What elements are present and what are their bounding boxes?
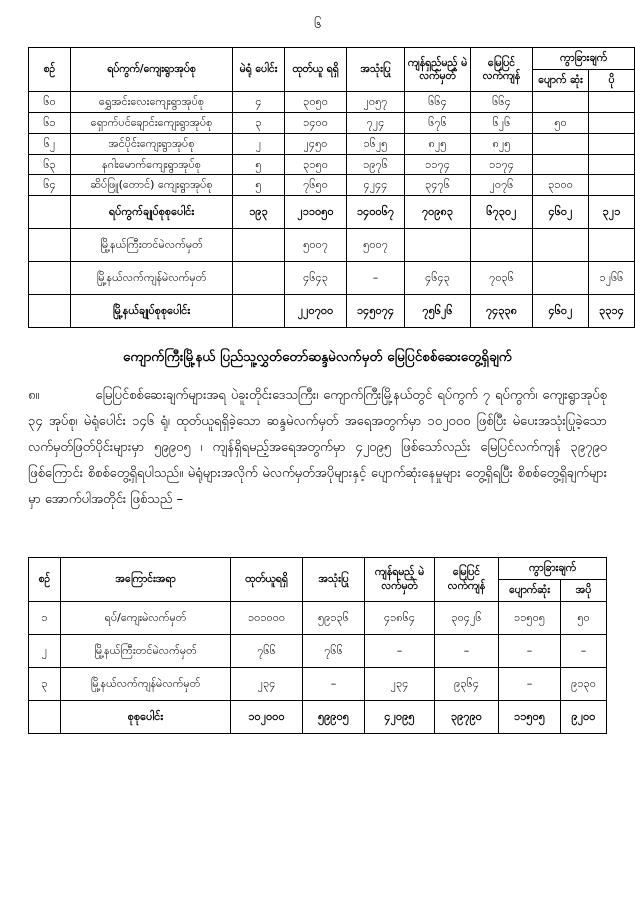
header-used: အသုံးပြု [303, 557, 365, 601]
cell-returned: ၉၃၆၄ [435, 668, 499, 701]
cell-total: ၁၉၃ [233, 196, 285, 229]
cell-name: မြို့နယ်လက်ကျန်မဲလက်မှတ် [61, 668, 231, 701]
cell-missing [533, 92, 589, 113]
table-row [29, 262, 635, 295]
table-subtotal-row [29, 196, 635, 229]
cell-used: ၇၆၆ [303, 635, 365, 668]
cell-subtotal-label: ရပ်ကွက်ချုပ်စုစုပေါင်း [71, 196, 233, 229]
cell-index: ၆၁ [29, 113, 71, 134]
cell-eligible: ၁၀၁၀၀၀ [231, 602, 303, 635]
cell-total: ၅ [233, 175, 285, 196]
header-returned: မြေပြင် လက်ကျန် [435, 557, 499, 601]
cell-total [233, 262, 285, 295]
cell-returned: ၆၂၆ [471, 113, 533, 134]
header-used: အသုံးပြု [347, 48, 405, 92]
cell-returned: ၇၀၃၆ [471, 262, 533, 295]
cell-used: ၂၀၅၇ [347, 92, 405, 113]
cell-remaining: ၄၁၈၆၄ [365, 602, 435, 635]
cell-extra: ၉၁၃၀ [561, 668, 607, 701]
header-index: စဉ် [29, 557, 61, 601]
cell-used: ၅၉၉၀၅ [303, 701, 365, 734]
cell-total [233, 229, 285, 262]
cell-index [29, 196, 71, 229]
header-eligible: ထုတ်ယူ ရရှိ [285, 48, 347, 92]
cell-returned: – [435, 635, 499, 668]
cell-used: ၅၀၀၇ [347, 229, 405, 262]
cell-used: ၅၉၁၃၆ [303, 602, 365, 635]
cell-remaining: ၆၇၆ [405, 113, 471, 134]
table-row [29, 602, 607, 635]
cell-eligible: ၂၂၀၇၀၀ [285, 295, 347, 328]
cell-missing: ၄၆၀၂ [533, 196, 589, 229]
cell-total: ၄ [233, 92, 285, 113]
cell-returned: ၇၄၃၃၈ [471, 295, 533, 328]
cell-eligible: ၇၆၅၀ [285, 175, 347, 196]
cell-returned: ၆၇၃၀၂ [471, 196, 533, 229]
table-row [29, 668, 607, 701]
cell-eligible: ၁၄၀၀ [285, 113, 347, 134]
cell-returned: ၆၆၄ [471, 92, 533, 113]
cell-grandtotal-label: စုစုပေါင်း [61, 701, 231, 734]
header-total-count: မဲရုံ ပေါင်း [233, 48, 285, 92]
cell-total [233, 295, 285, 328]
polling-station-table [28, 47, 635, 328]
cell-eligible: ၂၄၅၀ [285, 133, 347, 154]
cell-eligible: ၄၆၄၃ [285, 262, 347, 295]
header-diff-missing: ပျောက်ဆုံး [499, 580, 561, 602]
header-eligible: ထုတ်ယူရရှိ [231, 557, 303, 601]
cell-name: နဂါးမောက်ကျေးရွာအုပ်စု [71, 154, 233, 175]
cell-extra: – [561, 635, 607, 668]
cell-remaining: ၄၆၄၃ [405, 262, 471, 295]
section-heading: ကျောက်ကြီးမြို့နယ် ပြည်သူ့လွှတ်တော်ဆန္ဒမဲလက်မှတ် မြေပြင်စစ်ဆေးတွေ့ရှိချက် [123, 349, 512, 365]
header-remaining: ကျန်ရှည်မည့် မဲလက်မှတ် [405, 48, 471, 92]
cell-missing: ၄၆၀၂ [533, 295, 589, 328]
cell-name: မြို့နယ်ကြီးတင်မဲလက်မှတ် [61, 635, 231, 668]
header-description: အကြောင်းအရာ [61, 557, 231, 601]
cell-missing: – [499, 635, 561, 668]
cell-name: မြို့နယ်လက်ကျန်မဲလက်မှတ် [71, 262, 233, 295]
cell-index [29, 295, 71, 328]
cell-used: – [303, 668, 365, 701]
table-grandtotal-row [29, 295, 635, 328]
cell-name: ရှောက်ပင်ချောင်းကျေးရွာအုပ်စု [71, 113, 233, 134]
paragraph-text: မြေပြင်စစ်ဆေးချက်များအရ ပဲခူးတိုင်းဒေသကြီး၊ ကျောက်ကြီးမြို့နယ်တွင် ရပ်ကွက် ၇ ရပ်ကွက်၊ ကျေးရွာအုပ်စု ၃၄ အုပ်စု၊ မဲရုံပေါင်း ၁၄၆ ရုံ၊ ထုတ်ယူရရှိခဲ့သော ဆန္ဒမဲလက်မှတ် အရေအတွက်မှာ ၁၀၂၀၀၀ ဖြစ်ပြီး မဲပေးအသုံးပြုခဲ့သော လက်မှတ်ဖြတ်ပိုင်းများမှာ ၅၉၉၀၅ ၊ ကျန်ရှိရမည့်အရေအတွက်မှာ ၄၂၀၉၅ ဖြစ်သော်လည်း မြေပြင်လက်ကျန် ၃၉၇၉၀ ဖြစ်ကြောင်း စိစစ်တွေ့ရှိရပါသည်။ မဲရုံများအလိုက် မဲလက်မှတ်အပိုများနှင့် ပျောက်ဆုံးနေမှုများ တွေ့ရှိရပြီး စိစစ်တွေ့ရှိချက်များမှာ အောက်ပါအတိုင်း ဖြစ်သည် – [28, 387, 607, 507]
header-diff-extra: အပို [561, 580, 607, 602]
cell-used: ၄၂၄၄ [347, 175, 405, 196]
cell-extra: ၃၃၁၄ [589, 295, 635, 328]
cell-remaining: ၇၅၆၂၆ [405, 295, 471, 328]
cell-index: ၆၄ [29, 175, 71, 196]
header-index: စဉ် [29, 48, 71, 92]
cell-index: ၂ [29, 635, 61, 668]
cell-missing [533, 229, 589, 262]
cell-remaining: ၈၂၅ [405, 133, 471, 154]
cell-index [29, 229, 71, 262]
body-paragraph [28, 383, 607, 513]
cell-remaining [405, 229, 471, 262]
cell-index: ၆၂ [29, 133, 71, 154]
cell-used: ၁၄၅၀၇၄ [347, 295, 405, 328]
cell-index: ၆၀ [29, 92, 71, 113]
cell-remaining: ၆၆၄ [405, 92, 471, 113]
cell-remaining: ၃၄၇၆ [405, 175, 471, 196]
table-row [29, 133, 635, 154]
cell-used: ၁၉၇၆ [347, 154, 405, 175]
cell-extra [589, 92, 635, 113]
header-difference: ကွာခြားချက် [533, 48, 635, 70]
cell-returned: ၃၀၄၂၆ [435, 602, 499, 635]
cell-index [29, 701, 61, 734]
cell-name: အင်ပိုင်းကျေးရွာအုပ်စု [71, 133, 233, 154]
cell-name: ရွှေအင်းလေးကျေးရွာအုပ်စု [71, 92, 233, 113]
cell-eligible: ၃၀၅၀ [285, 92, 347, 113]
cell-missing: ၁၁၅၀၅ [499, 701, 561, 734]
cell-extra [589, 113, 635, 134]
cell-extra: ၉၂၀၀ [561, 701, 607, 734]
cell-total: ၅ [233, 154, 285, 175]
cell-eligible: ၇၆၆ [231, 635, 303, 668]
cell-name: ဆိပ်ဖြူ(တောင်) ကျေးရွာအုပ်စု [71, 175, 233, 196]
cell-eligible: ၅၀၀၇ [285, 229, 347, 262]
summary-header-row [29, 557, 607, 579]
cell-extra [589, 175, 635, 196]
cell-returned [471, 229, 533, 262]
table-row [29, 175, 635, 196]
cell-index: ၁ [29, 602, 61, 635]
table-header-row [29, 48, 635, 70]
cell-missing [533, 133, 589, 154]
paragraph-marker: ၈။ [28, 387, 40, 403]
cell-returned: ၈၂၅ [471, 133, 533, 154]
cell-missing: ၃၁၀၀ [533, 175, 589, 196]
cell-eligible: ၂၃၄ [231, 668, 303, 701]
cell-used: ၁၆၂၅ [347, 133, 405, 154]
header-returned: မြေပြင် လက်ကျန် [471, 48, 533, 92]
cell-returned: ၁၁၇၄ [471, 154, 533, 175]
header-village-group: ရပ်ကွက်/ကျေးရွာအုပ်စု [71, 48, 233, 92]
table-row [29, 92, 635, 113]
header-remaining: ကျန်ရမည့် မဲလက်မှတ် [365, 557, 435, 601]
cell-used: – [347, 262, 405, 295]
table-row [29, 635, 607, 668]
header-difference: ကွာခြားချက် [499, 557, 607, 579]
table-row [29, 113, 635, 134]
cell-remaining: ၄၂၀၉၅ [365, 701, 435, 734]
cell-index: ၃ [29, 668, 61, 701]
summary-table [28, 557, 607, 734]
cell-missing: ၅၀ [533, 113, 589, 134]
cell-index [29, 262, 71, 295]
table-row [29, 154, 635, 175]
cell-used: ၇၂၄ [347, 113, 405, 134]
header-diff-missing: ပျောက် ဆုံး [533, 70, 589, 92]
cell-extra: ၁၂၆၆ [589, 262, 635, 295]
cell-missing: ၁၁၅၀၅ [499, 602, 561, 635]
cell-extra: ၅၀ [561, 602, 607, 635]
cell-extra [589, 133, 635, 154]
cell-missing [533, 262, 589, 295]
table-row [29, 229, 635, 262]
page-number: ၆ [313, 17, 322, 32]
cell-remaining: – [365, 635, 435, 668]
cell-eligible: ၁၀၂၀၀၀ [231, 701, 303, 734]
header-diff-extra: ပို [589, 70, 635, 92]
cell-name: မြို့နယ်ကြီးတင်မဲလက်မှတ် [71, 229, 233, 262]
cell-name: ရပ်/ကျေးမဲလက်မှတ် [61, 602, 231, 635]
cell-remaining: ၁၁၇၄ [405, 154, 471, 175]
cell-extra: ၃၂၁ [589, 196, 635, 229]
cell-remaining: ၇၀၉၈၃ [405, 196, 471, 229]
cell-eligible: ၂၁၁၀၅၀ [285, 196, 347, 229]
cell-missing: – [499, 668, 561, 701]
cell-extra [589, 229, 635, 262]
cell-extra [589, 154, 635, 175]
cell-eligible: ၃၁၅၀ [285, 154, 347, 175]
cell-used: ၁၄၀၀၆၇ [347, 196, 405, 229]
cell-total: ၂ [233, 133, 285, 154]
summary-grandtotal-row [29, 701, 607, 734]
cell-index: ၆၃ [29, 154, 71, 175]
cell-missing [533, 154, 589, 175]
cell-grandtotal-label: မြို့နယ်ချုပ်စုစုပေါင်း [71, 295, 233, 328]
cell-remaining: ၂၃၄ [365, 668, 435, 701]
cell-total: ၃ [233, 113, 285, 134]
cell-returned: ၂၀၇၆ [471, 175, 533, 196]
cell-returned: ၃၉၇၉၀ [435, 701, 499, 734]
